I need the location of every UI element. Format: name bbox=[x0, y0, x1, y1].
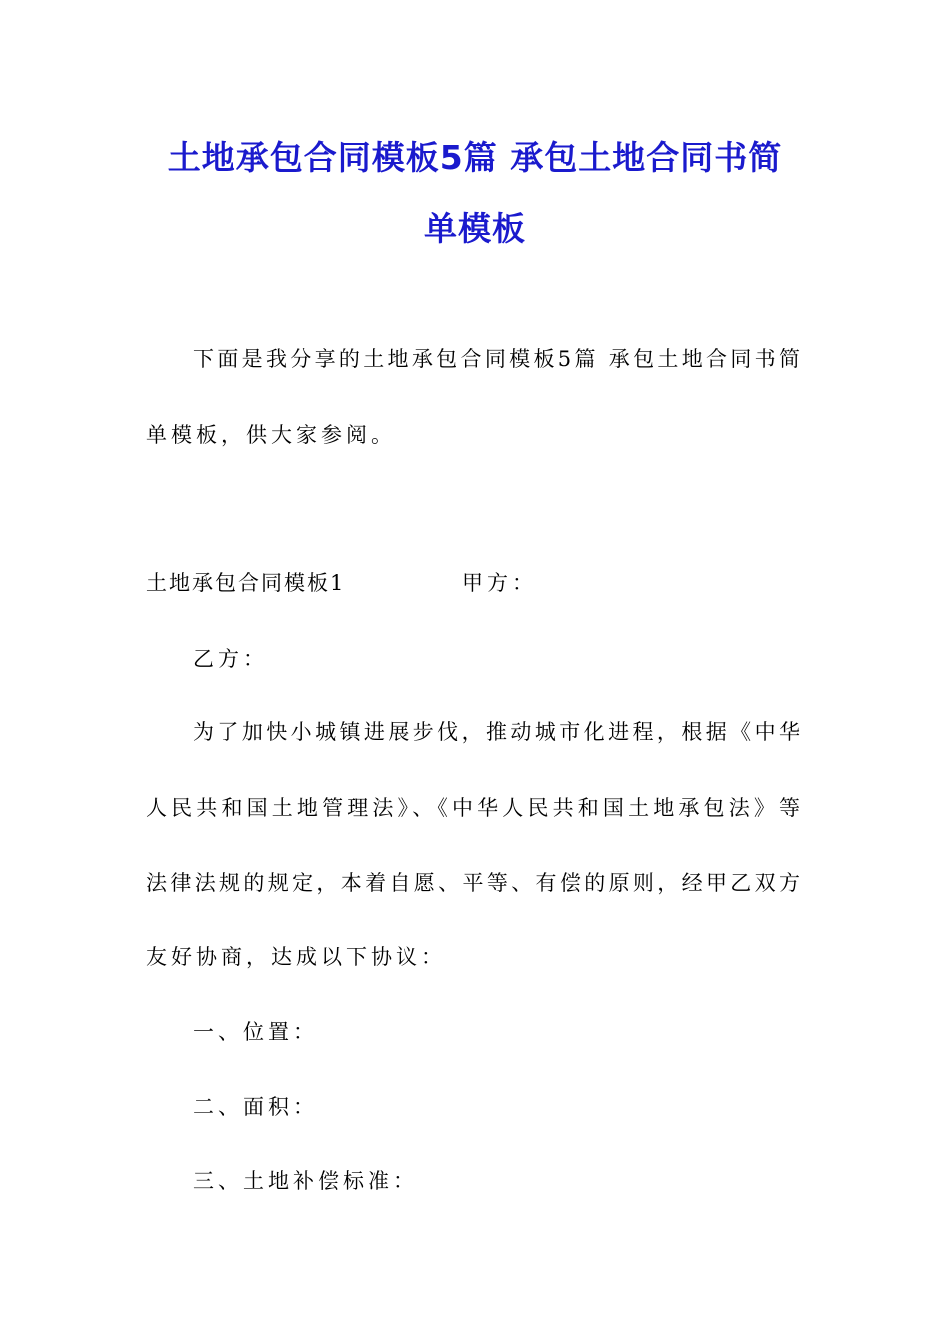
clause-compensation: 三、土地补偿标准： bbox=[193, 1169, 418, 1193]
intro-line-2: 单模板，供大家参阅。 bbox=[146, 423, 396, 447]
intro-line-1: 下面是我分享的土地承包合同模板5篇 承包土地合同书简 bbox=[193, 347, 802, 371]
party-b-label: 乙方： bbox=[193, 647, 268, 671]
section-heading: 土地承包合同模板1 bbox=[146, 571, 346, 595]
document-title-line-1: 土地承包合同模板5篇 承包土地合同书简 bbox=[167, 138, 783, 177]
preamble-line-2: 人民共和国土地管理法》、《中华人民共和国土地承包法》等 bbox=[146, 796, 802, 820]
clause-location: 一、位置： bbox=[193, 1020, 318, 1044]
party-a-label: 甲方： bbox=[462, 571, 537, 595]
preamble-line-3: 法律法规的规定，本着自愿、平等、有偿的原则，经甲乙双方 bbox=[146, 871, 802, 895]
document-title-line-2: 单模板 bbox=[424, 209, 526, 248]
preamble-line-4: 友好协商，达成以下协议： bbox=[146, 945, 446, 969]
clause-area: 二、面积： bbox=[193, 1095, 318, 1119]
preamble-line-1: 为了加快小城镇进展步伐，推动城市化进程，根据《中华 bbox=[193, 720, 802, 744]
